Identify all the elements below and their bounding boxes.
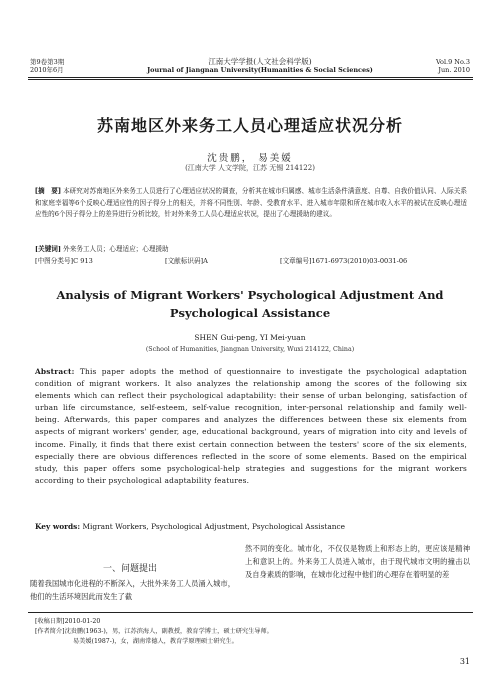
header-journal-en: Journal of Jiangnan University(Humanities & Social Sciences)	[147, 66, 373, 74]
header-date-en: Jun. 2010	[438, 66, 470, 74]
keywords-en-text: Migrant Workers, Psychological Adjustment, Psychological Assistance	[82, 522, 346, 531]
article-number: [文章编号]1671-6973(2010)03-0031-06	[280, 257, 408, 265]
header-volume-cn: 第9卷第3期	[30, 58, 65, 66]
footnote-author1: [作者简介]沈贵鹏(1963-)，男，江苏滨海人，副教授，教育学博士，硕士研究生导师。	[35, 628, 273, 635]
footnote-received: [收稿日期]2010-01-20	[35, 618, 101, 625]
abstract-en	[35, 366, 467, 487]
affiliation-en: (School of Humanities, Jiangnan University, Wuxi 214122, China)	[145, 346, 355, 353]
page-title-cn: 苏南地区外来务工人员心理适应状况分析	[96, 116, 403, 135]
header-rule-bottom	[28, 79, 473, 80]
footnote-author2: 易美媛(1987-)，女，湖南常德人，教育学原理硕士研究生。	[73, 638, 238, 645]
keywords-en	[35, 522, 467, 531]
keywords-en-label: Key words:	[35, 522, 81, 531]
header-date-cn: 2010年6月	[30, 66, 64, 74]
clc-number: [中图分类号]C 913	[35, 257, 93, 265]
header-issue-block	[390, 58, 470, 74]
abstract-en-label: Abstract:	[35, 367, 75, 376]
document-code: [文献标识码]A	[165, 257, 208, 265]
header-volume-block	[30, 58, 120, 74]
header-volume-en: Vol.9 No.3	[435, 58, 470, 66]
body-column-right: 然不同的变化。城市化，不仅仅是物质上和形态上的，更应该是精神上和意识上的。外来务工人员进入城市，由于现代城市文明的撞击以及自身素质的影响，在城市化过程中他们的心理存在着明显的差	[245, 544, 470, 579]
header-journal-block	[140, 58, 380, 74]
header-rule-top	[28, 77, 473, 78]
abstract-en-text: This paper adopts the method of questionnaire to investigate the psychological adaptation condition of migrant workers. It also analyzes the relationship among the scores of the following six elements which can reflect their psychological adaptability: their sense of urban belonging, satisfaction of urban life circumstance, self-esteem, self-value recognition, inter-personal relationship and family well-being. Afterwards, this paper compares and analyzes the differences between these six elements from aspects of migrant workers' gender, age, educational background, years of migration into city and levels of income. Finally, it finds that there exist certain connection between the testers' score of the six elements, especially there are obvious differences reflected in the score of some elements. Based on the empirical study, this paper offers some psychological-help strategies and suggestions for the migrant workers according to their psychological adaptability features.	[35, 367, 467, 485]
section-heading: 一、问题提出	[102, 564, 157, 574]
keywords-cn-text: 外来务工人员；心理适应；心理援助	[63, 245, 169, 253]
page-number: 31	[459, 657, 470, 666]
affiliation-cn: (江南大学 人文学院，江苏 无锡 214122)	[185, 164, 315, 172]
abstract-cn	[35, 186, 467, 221]
keywords-cn-label: [关键词]	[35, 245, 62, 253]
authors-en: SHEN Gui-peng, YI Mei-yuan	[194, 333, 306, 342]
authors-cn: 沈贵鹏， 易美媛	[207, 153, 293, 164]
abstract-cn-label: [摘 要]	[35, 187, 61, 195]
body-column-left: 随着我国城市化进程的不断深入，大批外来务工人员涌入城市，他们的生活环境因此而发生了截	[30, 579, 235, 601]
abstract-cn-text: 本研究对苏南地区外来务工人员进行了心理适应状况的调查，分析其在城市归属感、城市生活条件满意度、自尊、自我价值认同、人际关系和家庭幸福等6个反映心理适应性的因子得分上的相关，并将不同性别、年龄、受教育水平、进入城市年限和所在城市收入水平的被试在反映心理适应性的6个因子得分上的差异进行分析比较，针对外来务工人员心理适应状况，提出了心理援助的建议。	[35, 187, 467, 218]
footnote-rule	[28, 612, 473, 613]
header-journal-cn: 江南大学学报(人文社会科学版)	[208, 57, 312, 66]
page-title-en: Analysis of Migrant Workers' Psychological Adjustment And Psychological Assistance	[56, 288, 444, 320]
keywords-cn	[35, 243, 467, 253]
